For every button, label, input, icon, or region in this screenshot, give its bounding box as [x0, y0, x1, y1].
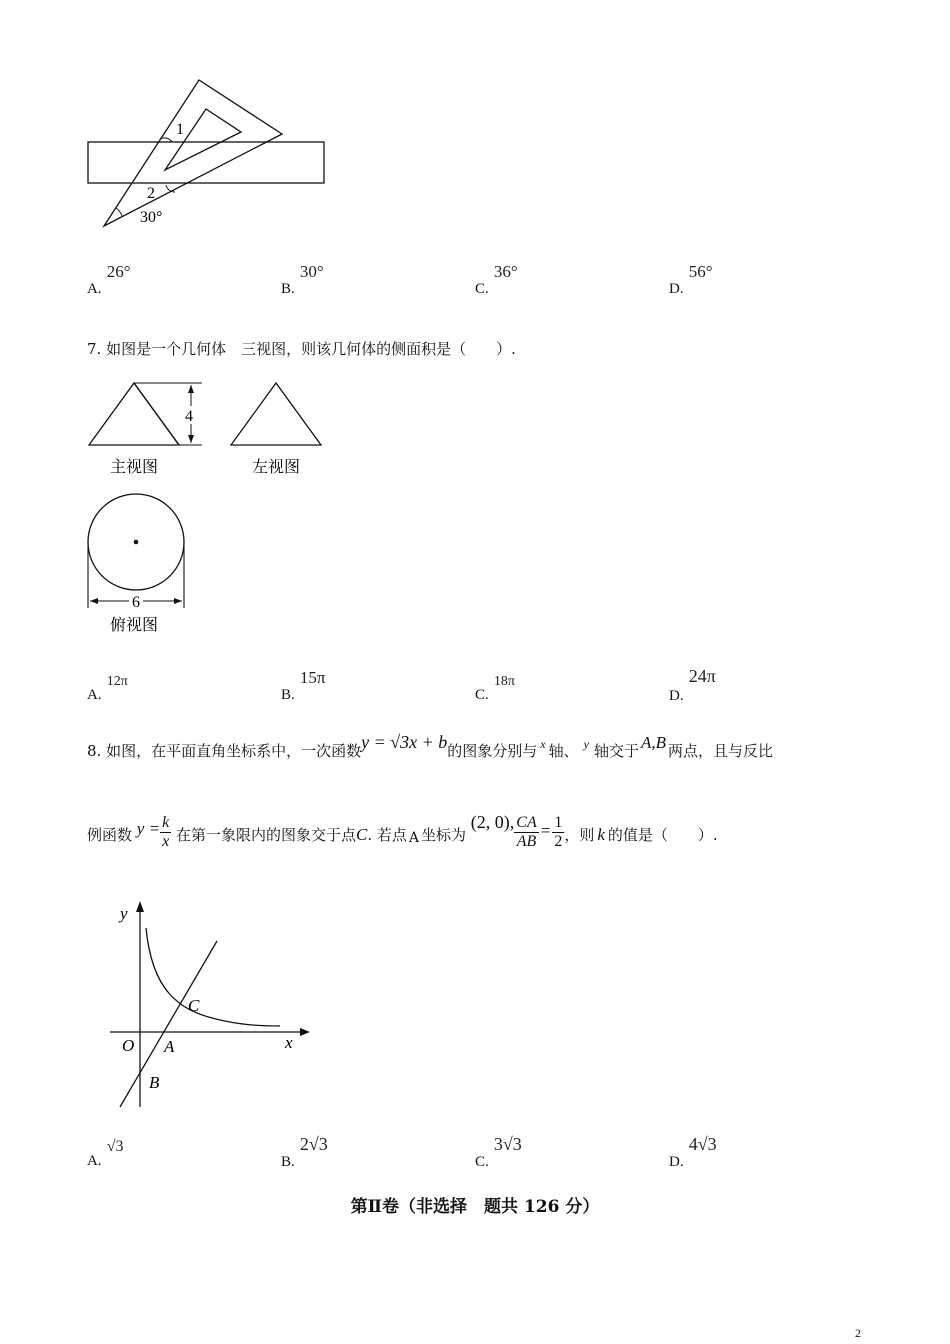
option-value: 24π [688, 666, 716, 686]
frac-num: 1 [554, 814, 563, 831]
q8-option-b[interactable] [281, 1134, 328, 1170]
front-view-triangle [89, 383, 179, 445]
height-arrow-down [188, 435, 194, 443]
option-value: 2√3 [299, 1134, 328, 1154]
q8-x-symbol: x [540, 737, 546, 751]
front-view-edge [134, 383, 179, 445]
option-label: B. [281, 1154, 295, 1170]
q8-point-a: A [408, 830, 419, 847]
point-a-label: A [164, 1037, 175, 1056]
q8-text: 8. 如图，在平面直角坐标系中，一次函数 [87, 742, 362, 760]
q7-option-c[interactable] [475, 670, 515, 703]
option-value: 18π [493, 674, 515, 689]
option-label: B. [281, 281, 295, 297]
q8-half [552, 814, 564, 850]
q8-coord: (2, 0), [470, 812, 515, 833]
q8-graph [100, 895, 320, 1115]
x-axis-arrow [300, 1028, 310, 1036]
angle-2-arc [166, 185, 175, 192]
option-value: 12π [106, 674, 128, 689]
option-label: A. [87, 687, 102, 703]
q6-option-d[interactable] [669, 262, 713, 297]
q8-text: 的值是（ ）. [607, 826, 718, 845]
frac-den: x [162, 832, 170, 850]
q7-stem: 7. 如图是一个几何体 三视图，则该几何体的侧面积是（ ）. [87, 340, 516, 358]
q8-text: 坐标为 [421, 826, 467, 845]
section-2-title: 第Ⅱ卷（非选择 题共 126 分） [350, 1197, 600, 1217]
diameter-arrow-left [90, 598, 98, 604]
option-label: A. [87, 281, 102, 297]
triangle-ruler-outer [104, 80, 282, 226]
ruler-rectangle [88, 142, 324, 183]
q6-figure [80, 72, 340, 242]
option-value: √3 [106, 1138, 124, 1155]
frac-den: 2 [554, 832, 563, 850]
option-label: D. [669, 1154, 684, 1170]
q7-option-d[interactable] [669, 666, 716, 704]
diameter-arrow-right [174, 598, 182, 604]
x-label: x [285, 1033, 293, 1052]
angle-1-label: 1 [176, 121, 184, 138]
q8-text: 两点，且与反比 [667, 742, 773, 760]
q8-option-d[interactable] [669, 1134, 717, 1170]
q8-option-a[interactable] [87, 1136, 124, 1169]
option-label: D. [669, 281, 684, 297]
q8-option-c[interactable] [475, 1134, 522, 1170]
option-label: C. [475, 1154, 489, 1170]
angle-30-label: 30° [140, 209, 163, 226]
option-value: 26° [106, 262, 131, 281]
hyperbola-curve [146, 928, 280, 1026]
diameter-label: 6 [132, 594, 140, 611]
y-axis-arrow [136, 901, 144, 912]
option-value: 56° [688, 262, 713, 281]
q6-option-b[interactable] [281, 262, 324, 297]
option-label: C. [475, 687, 489, 703]
option-label: A. [87, 1153, 102, 1169]
q8-text: 轴交于 [593, 742, 639, 760]
q6-option-a[interactable] [87, 262, 131, 297]
side-view-triangle [231, 383, 321, 445]
q8-points-ab: A,B [640, 733, 666, 752]
front-view-label: 主视图 [110, 457, 159, 476]
q7-option-a[interactable] [87, 670, 128, 703]
option-label: B. [281, 687, 295, 703]
q8-text: 例函数 [87, 826, 133, 845]
q8-text: 在第一象限内的图象交于点 [175, 826, 356, 845]
q8-text: . 若点 [367, 826, 407, 845]
top-view-center-dot [134, 540, 139, 545]
point-c-label: C [188, 996, 200, 1015]
frac-den: AB [516, 832, 537, 850]
q8-k-over-x [160, 814, 171, 850]
q8-stem-line1 [87, 732, 773, 760]
top-view-label: 俯视图 [110, 615, 159, 634]
frac-num: CA [516, 814, 537, 831]
y-label: y [120, 904, 128, 923]
q8-ratio [514, 814, 538, 850]
q7-option-b[interactable] [281, 668, 326, 703]
option-value: 3√3 [493, 1134, 522, 1154]
q8-text: 的图象分别与 [447, 742, 538, 760]
q7-figure [84, 376, 334, 641]
q8-text: 轴、 [548, 742, 579, 760]
option-value: 30° [299, 262, 324, 281]
linear-line [120, 941, 217, 1107]
option-value: 15π [299, 668, 326, 687]
q8-func-y: y = [136, 819, 161, 839]
height-arrow-up [188, 385, 194, 393]
q8-point-c: C [355, 825, 368, 845]
q8-y-symbol: y [583, 737, 589, 751]
option-value: 4√3 [688, 1134, 717, 1154]
option-value: 36° [493, 262, 518, 281]
side-view-label: 左视图 [252, 457, 301, 476]
height-label: 4 [185, 408, 193, 425]
q6-option-c[interactable] [475, 262, 518, 297]
angle-30-arc [116, 208, 122, 216]
q8-k: k [597, 825, 605, 845]
q8-stem-line2: 例函数 y = $\frac{k}{x}$ 在第一象限内的图象交于点C. 若点 A 坐标为 (2, 0), $\frac{CA}{AB}$ = $\frac{1}{2}$ ，则 k 的值是（ ）. [87, 812, 718, 850]
angle-2-label: 2 [147, 185, 155, 202]
point-b-label: B [149, 1073, 160, 1092]
page-number: 2 [855, 1326, 861, 1340]
option-label: D. [669, 688, 684, 704]
option-label: C. [475, 281, 489, 297]
q8-text: ，则 [564, 826, 595, 845]
q8-linear-function: y = √3x + b [361, 732, 448, 752]
frac-num: k [162, 814, 170, 831]
origin-label: O [122, 1036, 135, 1055]
